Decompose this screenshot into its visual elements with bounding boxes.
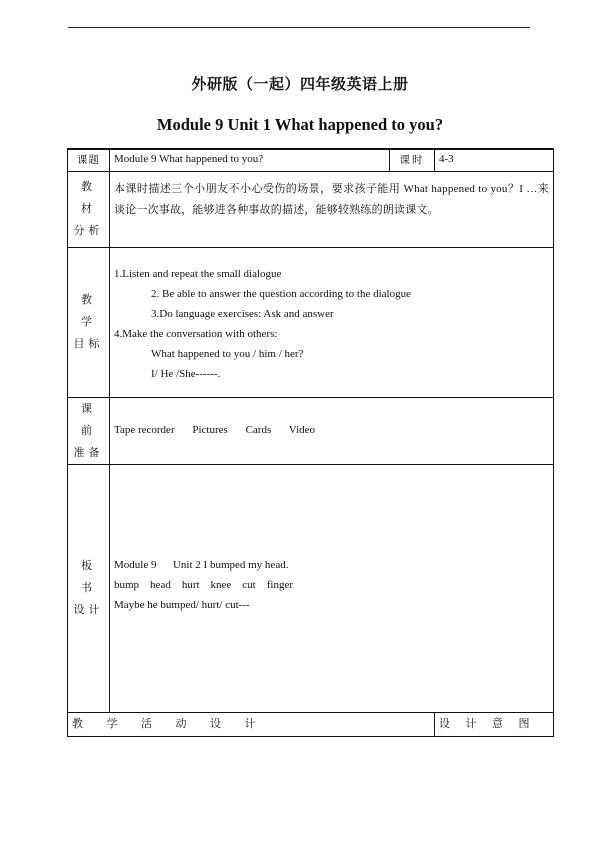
topic-row [68,149,554,171]
board-label: 板 书 设计 [68,464,110,712]
analysis-label: 教 材 分析 [68,171,110,247]
goal-line: What happened to you / him / her? [151,348,304,360]
goals-label: 教 学 目标 [68,247,110,397]
header-rule [68,27,530,28]
board-content [110,464,554,712]
topic-value: Module 9 What happened to you? [110,149,390,171]
board-line: bump head hurt knee cut finger [114,579,294,591]
board-line: Maybe he bumped/ hurt/ cut--- [114,599,250,611]
goals-content [110,247,554,397]
lesson-plan-table [67,148,554,737]
document-title: 外研版（一起）四年级英语上册 [191,75,409,93]
period-value: 4-3 [435,149,554,171]
analysis-row [68,171,554,247]
lesson-title: Module 9 Unit 1 What happened to you? [156,115,444,134]
prep-label: 课 前 准备 [68,397,110,464]
goal-line: 1.Listen and repeat the small dialogue [114,268,282,280]
prep-item: Pictures [192,423,228,436]
period-label: 课时 [390,149,435,171]
goal-line: 3.Do language exercises: Ask and answer [151,308,334,320]
topic-label: 课题 [68,149,110,171]
design-intent-label: 设 计 意 图 [435,712,554,736]
goal-line: 4.Make the conversation with others: [114,328,278,340]
prep-item: Video [288,423,316,436]
goal-line: I/ He /She------. [151,368,221,380]
prep-row [68,397,554,464]
prep-item: Tape recorder [114,423,175,436]
analysis-text: 本课时描述三个小朋友不小心受伤的场景，要求孩子能用 What happened to you？I …来谈论一次事故，能够进各种事故的描述，能够较熟练的朗读课文。 [110,171,554,247]
goals-row [68,247,554,397]
footer-row [68,712,554,736]
goal-line: 2. Be able to answer the question according to the dialogue [151,288,411,300]
prep-content [110,397,554,464]
board-line: Module 9 Unit 2 I bumped my head. [114,559,289,571]
prep-item: Cards [245,423,272,436]
activity-design-label: 教 学 活 动 设 计 [68,712,435,736]
board-row [68,464,554,712]
